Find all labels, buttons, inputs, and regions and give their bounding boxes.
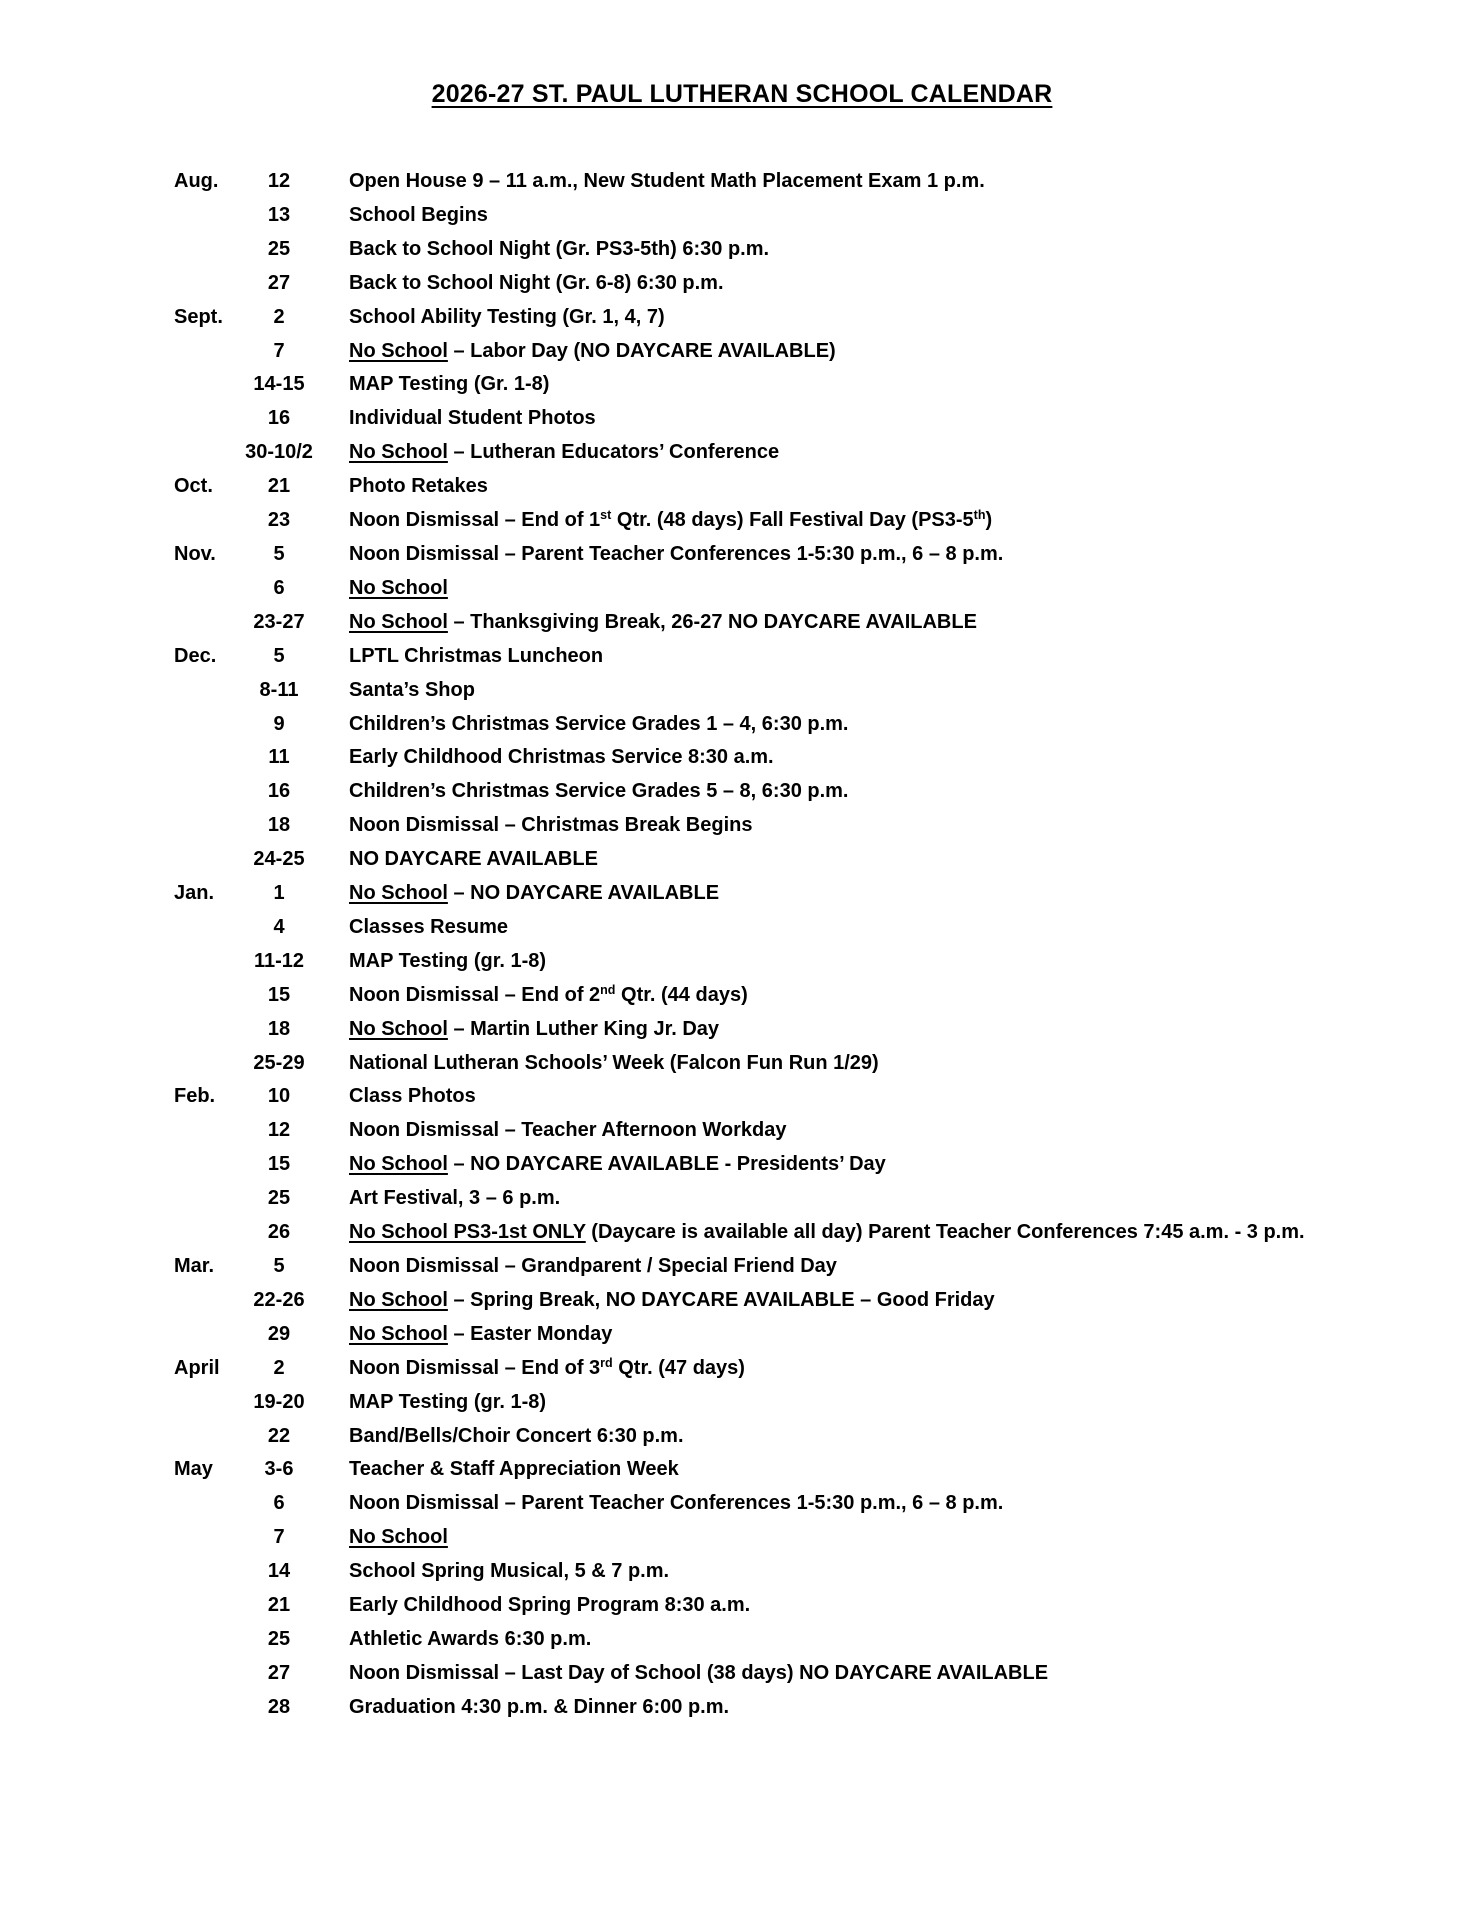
event-text: Noon Dismissal – Grandparent / Special Friend Day <box>349 1255 837 1277</box>
month-cell: Jan. <box>174 882 215 905</box>
date-cell: 7 <box>273 1526 285 1549</box>
date-cell: 1 <box>273 882 285 905</box>
event-cell <box>322 1623 591 1657</box>
event-text: Noon Dismissal – Teacher Afternoon Workday <box>349 1119 787 1142</box>
calendar-row <box>0 1250 1484 1284</box>
date-cell: 2 <box>273 1356 285 1379</box>
calendar-row <box>0 436 1484 470</box>
date-cell: 14 <box>267 1560 291 1583</box>
date-cell: 27 <box>267 1661 291 1684</box>
calendar-row <box>0 301 1484 335</box>
date-cell: 2 <box>273 305 285 328</box>
month-cell: Nov. <box>174 542 216 565</box>
date-cell: 27 <box>267 271 291 294</box>
date-cell: 30-10/2 <box>245 441 313 464</box>
event-cell <box>322 538 1003 572</box>
event-text: Noon Dismissal – End of 3 <box>349 1356 601 1379</box>
event-cell <box>322 809 752 843</box>
event-cell <box>322 1420 684 1454</box>
event-text: School Spring Musical, 5 & 7 p.m. <box>349 1560 670 1583</box>
event-cell <box>322 1352 745 1386</box>
underlined-text: No School <box>349 882 448 905</box>
event-cell <box>322 1318 612 1352</box>
calendar-row <box>0 267 1484 301</box>
calendar-row <box>0 1284 1484 1318</box>
calendar-row <box>0 1318 1484 1352</box>
month-cell: April <box>174 1356 220 1379</box>
event-text: Qtr. (48 days) Fall Festival Day (PS3-5 <box>611 509 974 532</box>
date-cell: 7 <box>273 339 285 362</box>
date-cell: 15 <box>267 1153 291 1176</box>
calendar-row <box>0 979 1484 1013</box>
date-cell: 16 <box>267 407 291 430</box>
superscript-text: rd <box>600 1355 613 1370</box>
calendar-row <box>0 877 1484 911</box>
month-cell: Feb. <box>174 1085 216 1108</box>
date-cell: 8-11 <box>259 678 299 701</box>
calendar-row <box>0 402 1484 436</box>
month-cell: May <box>174 1458 213 1481</box>
event-text: Children’s Christmas Service Grades 1 – 4, 6:30 p.m. <box>349 712 849 735</box>
event-cell <box>322 843 598 877</box>
date-cell: 23-27 <box>253 610 305 633</box>
event-cell <box>322 1453 679 1487</box>
date-cell: 14-15 <box>253 373 305 396</box>
date-cell: 29 <box>267 1322 291 1345</box>
event-cell <box>322 1284 995 1318</box>
event-cell <box>322 1114 787 1148</box>
event-text: Qtr. (44 days) <box>615 983 748 1006</box>
date-cell: 25 <box>267 237 291 260</box>
event-cell <box>322 1487 1003 1521</box>
calendar-row <box>0 1013 1484 1047</box>
date-cell: 16 <box>267 780 291 803</box>
event-cell <box>322 1148 886 1182</box>
event-cell <box>322 1386 546 1420</box>
calendar-row <box>0 572 1484 606</box>
event-cell <box>322 402 596 436</box>
calendar-row <box>0 1386 1484 1420</box>
event-cell <box>322 1080 476 1114</box>
event-text: Art Festival, 3 – 6 p.m. <box>349 1187 561 1210</box>
date-cell: 28 <box>267 1695 291 1718</box>
underlined-text: No School <box>349 576 448 599</box>
underlined-text: No School <box>349 610 448 633</box>
underlined-text: No School <box>349 441 448 464</box>
calendar-row <box>0 1182 1484 1216</box>
date-cell: 5 <box>273 1255 285 1277</box>
date-cell: 21 <box>267 475 291 498</box>
event-text: NO DAYCARE AVAILABLE <box>349 848 598 871</box>
date-cell: 23 <box>267 509 291 532</box>
underlined-text: No School <box>349 1017 448 1040</box>
event-text: Teacher & Staff Appreciation Week <box>349 1458 679 1481</box>
event-text: (Daycare is available all day) Parent Teacher Conferences 7:45 a.m. - 3 p.m. <box>585 1221 1305 1244</box>
event-text: Athletic Awards 6:30 p.m. <box>349 1627 592 1650</box>
date-cell: 4 <box>273 915 285 938</box>
calendar-row <box>0 199 1484 233</box>
event-cell <box>322 1182 560 1216</box>
calendar-row <box>0 1420 1484 1454</box>
underlined-text: No School <box>349 1322 448 1345</box>
event-text: LPTL Christmas Luncheon <box>349 644 604 667</box>
date-cell: 25 <box>267 1187 291 1210</box>
event-cell <box>322 640 603 674</box>
calendar-row <box>0 843 1484 877</box>
event-text: – Martin Luther King Jr. Day <box>447 1017 720 1040</box>
event-cell <box>322 267 724 301</box>
event-text: Noon Dismissal – Last Day of School (38 days) NO DAYCARE AVAILABLE <box>349 1661 1049 1684</box>
event-text: National Lutheran Schools’ Week (Falcon Fun Run 1/29) <box>349 1051 879 1074</box>
event-text: Open House 9 – 11 a.m., New Student Math Placement Exam 1 p.m. <box>349 170 985 192</box>
month-cell: Mar. <box>174 1255 215 1277</box>
calendar-row <box>0 165 1484 199</box>
date-cell: 13 <box>267 203 291 226</box>
event-text: – Labor Day (NO DAYCARE AVAILABLE) <box>447 339 836 362</box>
date-cell: 25 <box>267 1627 291 1650</box>
month-cell: Sept. <box>174 305 223 328</box>
event-text: Early Childhood Spring Program 8:30 a.m. <box>349 1594 751 1617</box>
event-text: Back to School Night (Gr. 6-8) 6:30 p.m. <box>349 271 724 294</box>
calendar-row <box>0 1657 1484 1691</box>
date-cell: 5 <box>273 542 285 565</box>
event-text: School Begins <box>349 203 488 226</box>
calendar-row <box>0 1555 1484 1589</box>
date-cell: 10 <box>267 1085 291 1108</box>
date-cell: 18 <box>267 814 291 837</box>
calendar-row <box>0 1352 1484 1386</box>
date-cell: 11 <box>268 746 290 769</box>
event-text: Children’s Christmas Service Grades 5 – 8, 6:30 p.m. <box>349 780 849 803</box>
event-text: Individual Student Photos <box>349 407 596 430</box>
calendar-row <box>0 1589 1484 1623</box>
date-cell: 26 <box>267 1221 291 1244</box>
calendar-row <box>0 1047 1484 1081</box>
calendar-row <box>0 809 1484 843</box>
underlined-text: No School <box>349 339 448 362</box>
calendar-row <box>0 708 1484 742</box>
month-cell: Oct. <box>174 475 213 498</box>
underlined-text: No School <box>349 1288 448 1311</box>
event-cell <box>322 674 475 708</box>
event-cell <box>322 1589 750 1623</box>
superscript-text: st <box>600 508 612 523</box>
date-cell: 11-12 <box>253 949 305 972</box>
calendar-row <box>0 945 1484 979</box>
event-text: MAP Testing (gr. 1-8) <box>349 949 547 972</box>
event-text: – Lutheran Educators’ Conference <box>447 441 780 464</box>
superscript-text: th <box>973 508 986 523</box>
event-cell <box>322 945 546 979</box>
event-cell <box>322 708 848 742</box>
event-text: Qtr. (47 days) <box>612 1356 745 1379</box>
calendar-row <box>0 1487 1484 1521</box>
event-text: – Spring Break, NO DAYCARE AVAILABLE – Good Friday <box>447 1288 995 1311</box>
event-cell <box>322 436 779 470</box>
calendar-row <box>0 911 1484 945</box>
event-text: – Easter Monday <box>447 1322 613 1345</box>
event-text: – NO DAYCARE AVAILABLE <box>447 882 720 905</box>
event-text: Early Childhood Christmas Service 8:30 a.m. <box>349 746 774 769</box>
date-cell: 21 <box>267 1594 291 1617</box>
calendar-row <box>0 1521 1484 1555</box>
event-text: Noon Dismissal – Christmas Break Begins <box>349 814 753 837</box>
date-cell: 15 <box>267 983 291 1006</box>
date-cell: 12 <box>267 1119 291 1142</box>
event-text: Band/Bells/Choir Concert 6:30 p.m. <box>349 1424 684 1447</box>
underlined-text: No School PS3-1st ONLY <box>349 1221 586 1244</box>
date-cell: 25-29 <box>253 1051 305 1074</box>
calendar-row <box>0 640 1484 674</box>
event-cell <box>322 1047 879 1081</box>
event-text: Graduation 4:30 p.m. & Dinner 6:00 p.m. <box>349 1695 730 1718</box>
date-cell: 12 <box>267 170 291 192</box>
event-cell <box>322 1250 837 1284</box>
underlined-text: No School <box>349 1153 448 1176</box>
event-text: – NO DAYCARE AVAILABLE - Presidents’ Day <box>447 1153 886 1176</box>
event-text: Noon Dismissal – Parent Teacher Conferences 1-5:30 p.m., 6 – 8 p.m. <box>349 1492 1004 1515</box>
event-cell <box>322 1555 669 1589</box>
event-text: Santa’s Shop <box>349 678 475 701</box>
calendar-row <box>0 606 1484 640</box>
event-cell <box>322 606 977 640</box>
calendar-row <box>0 504 1484 538</box>
calendar-row <box>0 233 1484 267</box>
calendar-row <box>0 1216 1484 1250</box>
event-text: School Ability Testing (Gr. 1, 4, 7) <box>349 305 665 328</box>
event-cell <box>322 165 985 199</box>
date-cell: 18 <box>267 1017 291 1040</box>
calendar-row <box>0 775 1484 809</box>
event-cell <box>322 572 448 606</box>
calendar-row <box>0 368 1484 402</box>
event-text: Noon Dismissal – End of 2 <box>349 983 601 1006</box>
date-cell: 9 <box>273 712 285 735</box>
event-text: Noon Dismissal – Parent Teacher Conferences 1-5:30 p.m., 6 – 8 p.m. <box>349 542 1004 565</box>
event-cell <box>322 741 774 775</box>
calendar-list <box>0 165 1484 1725</box>
calendar-row <box>0 1623 1484 1657</box>
calendar-row <box>0 741 1484 775</box>
event-text: Photo Retakes <box>349 475 488 498</box>
event-cell <box>322 1013 719 1047</box>
event-text: Classes Resume <box>349 915 508 938</box>
event-text: ) <box>985 509 993 532</box>
event-text: MAP Testing (Gr. 1-8) <box>349 373 550 396</box>
calendar-row <box>0 470 1484 504</box>
event-cell <box>322 1657 1048 1691</box>
event-text: – Thanksgiving Break, 26-27 NO DAYCARE AVAILABLE <box>447 610 977 633</box>
month-cell: Dec. <box>174 644 217 667</box>
event-cell <box>322 1521 448 1555</box>
date-cell: 5 <box>273 644 285 667</box>
event-cell <box>322 1216 1305 1250</box>
date-cell: 24-25 <box>253 848 305 871</box>
date-cell: 6 <box>273 576 285 599</box>
event-cell <box>322 301 665 335</box>
date-cell: 19-20 <box>253 1390 305 1413</box>
event-cell <box>322 504 992 538</box>
event-cell <box>322 368 549 402</box>
calendar-row <box>0 674 1484 708</box>
event-cell <box>322 877 719 911</box>
superscript-text: nd <box>600 982 616 997</box>
date-cell: 22-26 <box>253 1288 305 1311</box>
event-text: MAP Testing (gr. 1-8) <box>349 1390 547 1413</box>
event-cell <box>322 233 769 267</box>
calendar-row <box>0 538 1484 572</box>
calendar-row <box>0 1080 1484 1114</box>
event-text: Class Photos <box>349 1085 476 1108</box>
calendar-row <box>0 1691 1484 1725</box>
event-text: Back to School Night (Gr. PS3-5th) 6:30 p.m. <box>349 237 770 260</box>
calendar-row <box>0 1114 1484 1148</box>
event-cell <box>322 199 488 233</box>
event-cell <box>322 911 508 945</box>
month-cell: Aug. <box>174 170 219 192</box>
date-cell: 3-6 <box>264 1458 294 1481</box>
date-cell: 22 <box>267 1424 291 1447</box>
event-text: Noon Dismissal – End of 1 <box>349 509 601 532</box>
event-cell <box>322 1691 729 1725</box>
event-cell <box>322 979 748 1013</box>
calendar-row <box>0 1453 1484 1487</box>
event-cell <box>322 775 848 809</box>
event-cell <box>322 470 488 504</box>
calendar-row <box>0 335 1484 369</box>
underlined-text: No School <box>349 1526 448 1549</box>
event-cell <box>322 335 836 369</box>
calendar-row <box>0 1148 1484 1182</box>
page-title: 2026-27 ST. PAUL LUTHERAN SCHOOL CALENDAR <box>431 80 1053 108</box>
date-cell: 6 <box>273 1492 285 1515</box>
